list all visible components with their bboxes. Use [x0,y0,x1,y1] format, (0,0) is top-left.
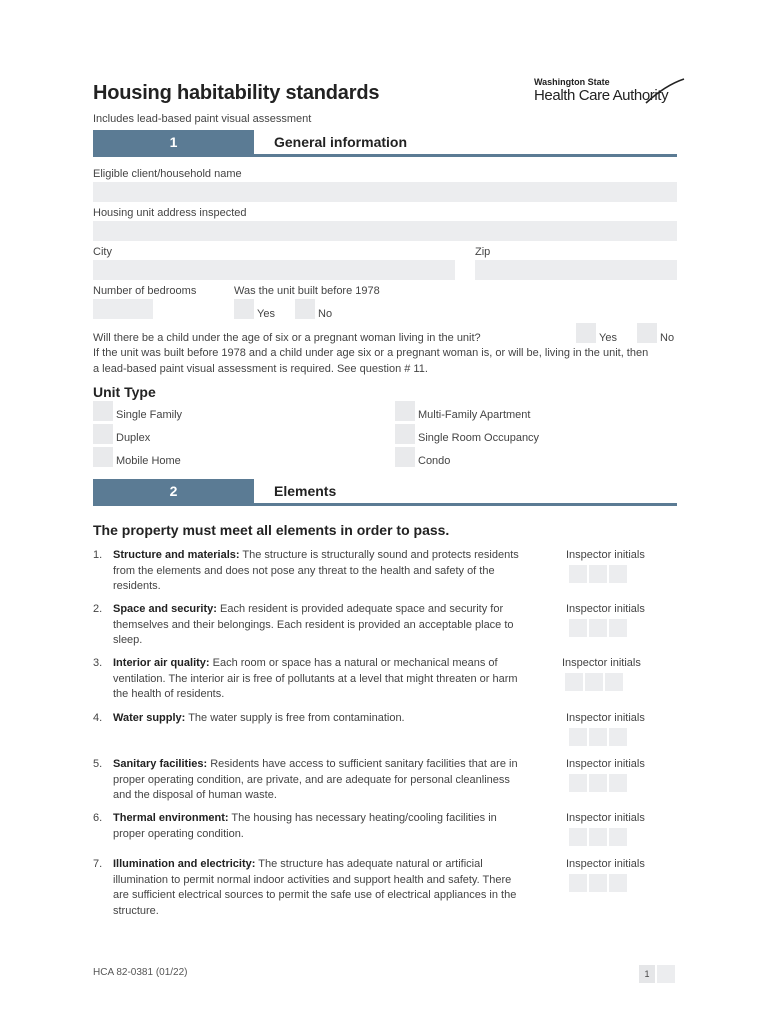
lead-note-line2: a lead-based paint visual assessment is required. See question # 11. [93,363,428,375]
element-number: 2. [93,603,103,615]
bedrooms-label: Number of bedrooms [93,285,197,297]
sro-checkbox[interactable] [395,424,415,444]
element-text: The water supply is free from contamination. [188,712,405,724]
unit-type-heading: Unit Type [93,384,156,400]
section-1-divider [93,154,677,157]
form-id: HCA 82-0381 (01/22) [93,967,188,978]
child-question-label: Will there be a child under the age of six or a pregnant woman living in the unit? [93,332,481,344]
lead-note-line1: If the unit was built before 1978 and a child under age six or a pregnant woman is, or will be, living in the unit, then [93,347,649,359]
elements-heading: The property must meet all elements in order to pass. [93,522,450,538]
element-description [113,811,523,842]
inspector-initial-box[interactable] [589,565,607,583]
multi-family-checkbox[interactable] [395,401,415,421]
condo-checkbox[interactable] [395,447,415,467]
inspector-initial-box[interactable] [609,565,627,583]
element-title: Illumination and electricity: [113,858,256,870]
element-title: Sanitary facilities: [113,758,208,770]
logo-swoosh-icon [534,77,686,107]
inspector-initials-label: Inspector initials [566,812,645,824]
element-number: 5. [93,758,103,770]
element-text: The structure has adequate natural or artificial illumination to permit normal indoor activities and support health and safety. There are sufficient electrical sources to permit the safe use of electrical appliances in the structure. [113,858,517,917]
inspector-initial-box[interactable] [605,673,623,691]
condo-label: Condo [418,455,451,467]
inspector-initial-box[interactable] [565,673,583,691]
element-text: The structure is structurally sound and protects residents from the elements and does not pose any threat to the health and safety of the residents. [113,549,519,593]
section-2-number: 2 [93,479,254,503]
section-2-title: Elements [274,483,337,499]
inspector-initial-box[interactable] [569,774,587,792]
inspector-initial-box[interactable] [589,874,607,892]
city-label: City [93,246,112,258]
inspector-initials-label: Inspector initials [566,758,645,770]
element-text: Residents have access to sufficient sanitary facilities that are in proper operating condition, are private, and are adequate for personal cleanliness and the disposal of human waste. [113,758,518,802]
inspector-initials-label: Inspector initials [566,549,645,561]
page-spacer-box [657,965,675,983]
hca-logo [534,77,686,107]
element-text: The housing has necessary heating/cooling facilities in proper operating condition. [113,812,497,840]
inspector-initial-box[interactable] [609,619,627,637]
inspector-initial-box[interactable] [569,874,587,892]
element-title: Structure and materials: [113,549,240,561]
element-description [113,711,523,727]
element-title: Thermal environment: [113,812,229,824]
element-number: 7. [93,858,103,870]
inspector-initial-box[interactable] [589,619,607,637]
address-field[interactable] [93,221,677,241]
element-title: Water supply: [113,712,186,724]
built-yes-checkbox[interactable] [234,299,254,319]
section-1-number: 1 [93,130,254,154]
single-family-checkbox[interactable] [93,401,113,421]
section-1-title: General information [274,134,408,150]
built-no-label: No [318,308,333,320]
duplex-label: Duplex [116,432,151,444]
page-number: 1 [639,965,655,983]
inspector-initial-box[interactable] [569,828,587,846]
inspector-initial-box[interactable] [589,828,607,846]
mobile-home-label: Mobile Home [116,455,181,467]
element-description [113,602,523,649]
inspector-initial-box[interactable] [589,728,607,746]
inspector-initial-box[interactable] [569,728,587,746]
element-description [113,757,523,804]
logo-line2: Health Care Authority [534,87,669,104]
built-no-checkbox[interactable] [295,299,315,319]
single-family-label: Single Family [116,409,183,421]
inspector-initials-label: Inspector initials [566,858,645,870]
logo-line1: Washington State [534,77,610,87]
section-2-divider [93,503,677,506]
element-description [113,656,523,703]
inspector-initials-label: Inspector initials [566,712,645,724]
element-number: 4. [93,712,103,724]
inspector-initials-label: Inspector initials [562,657,641,669]
inspector-initial-box[interactable] [609,728,627,746]
element-description [113,548,523,595]
sro-label: Single Room Occupancy [418,432,540,444]
zip-field[interactable] [475,260,677,280]
element-text: Each room or space has a natural or mechanical means of ventilation. The interior air is free of pollutants at a level that might threaten or harm the health of residents. [113,657,518,701]
client-name-field[interactable] [93,182,677,202]
child-no-label: No [660,332,675,344]
address-label: Housing unit address inspected [93,207,247,219]
mobile-home-checkbox[interactable] [93,447,113,467]
multi-family-label: Multi-Family Apartment [418,409,531,421]
element-title: Interior air quality: [113,657,210,669]
inspector-initial-box[interactable] [609,828,627,846]
element-description [113,857,523,919]
built-before-1978-label: Was the unit built before 1978 [234,285,380,297]
child-no-checkbox[interactable] [637,323,657,343]
element-number: 6. [93,812,103,824]
bedrooms-field[interactable] [93,299,153,319]
inspector-initial-box[interactable] [609,774,627,792]
child-yes-label: Yes [599,332,617,344]
inspector-initials-label: Inspector initials [566,603,645,615]
page-subtitle: Includes lead-based paint visual assessment [93,113,312,125]
page-title: Housing habitability standards [93,82,380,104]
child-yes-checkbox[interactable] [576,323,596,343]
city-field[interactable] [93,260,455,280]
element-title: Space and security: [113,603,217,615]
inspector-initial-box[interactable] [609,874,627,892]
built-yes-label: Yes [257,308,275,320]
inspector-initial-box[interactable] [569,619,587,637]
element-text: Each resident is provided adequate space and security for themselves and their belongings. Each resident is provided an acceptable place to sleep. [113,603,514,647]
zip-label: Zip [475,246,491,258]
client-name-label: Eligible client/household name [93,168,242,180]
inspector-initial-box[interactable] [589,774,607,792]
element-number: 3. [93,657,103,669]
inspector-initial-box[interactable] [585,673,603,691]
duplex-checkbox[interactable] [93,424,113,444]
inspector-initial-box[interactable] [569,565,587,583]
element-number: 1. [93,549,103,561]
